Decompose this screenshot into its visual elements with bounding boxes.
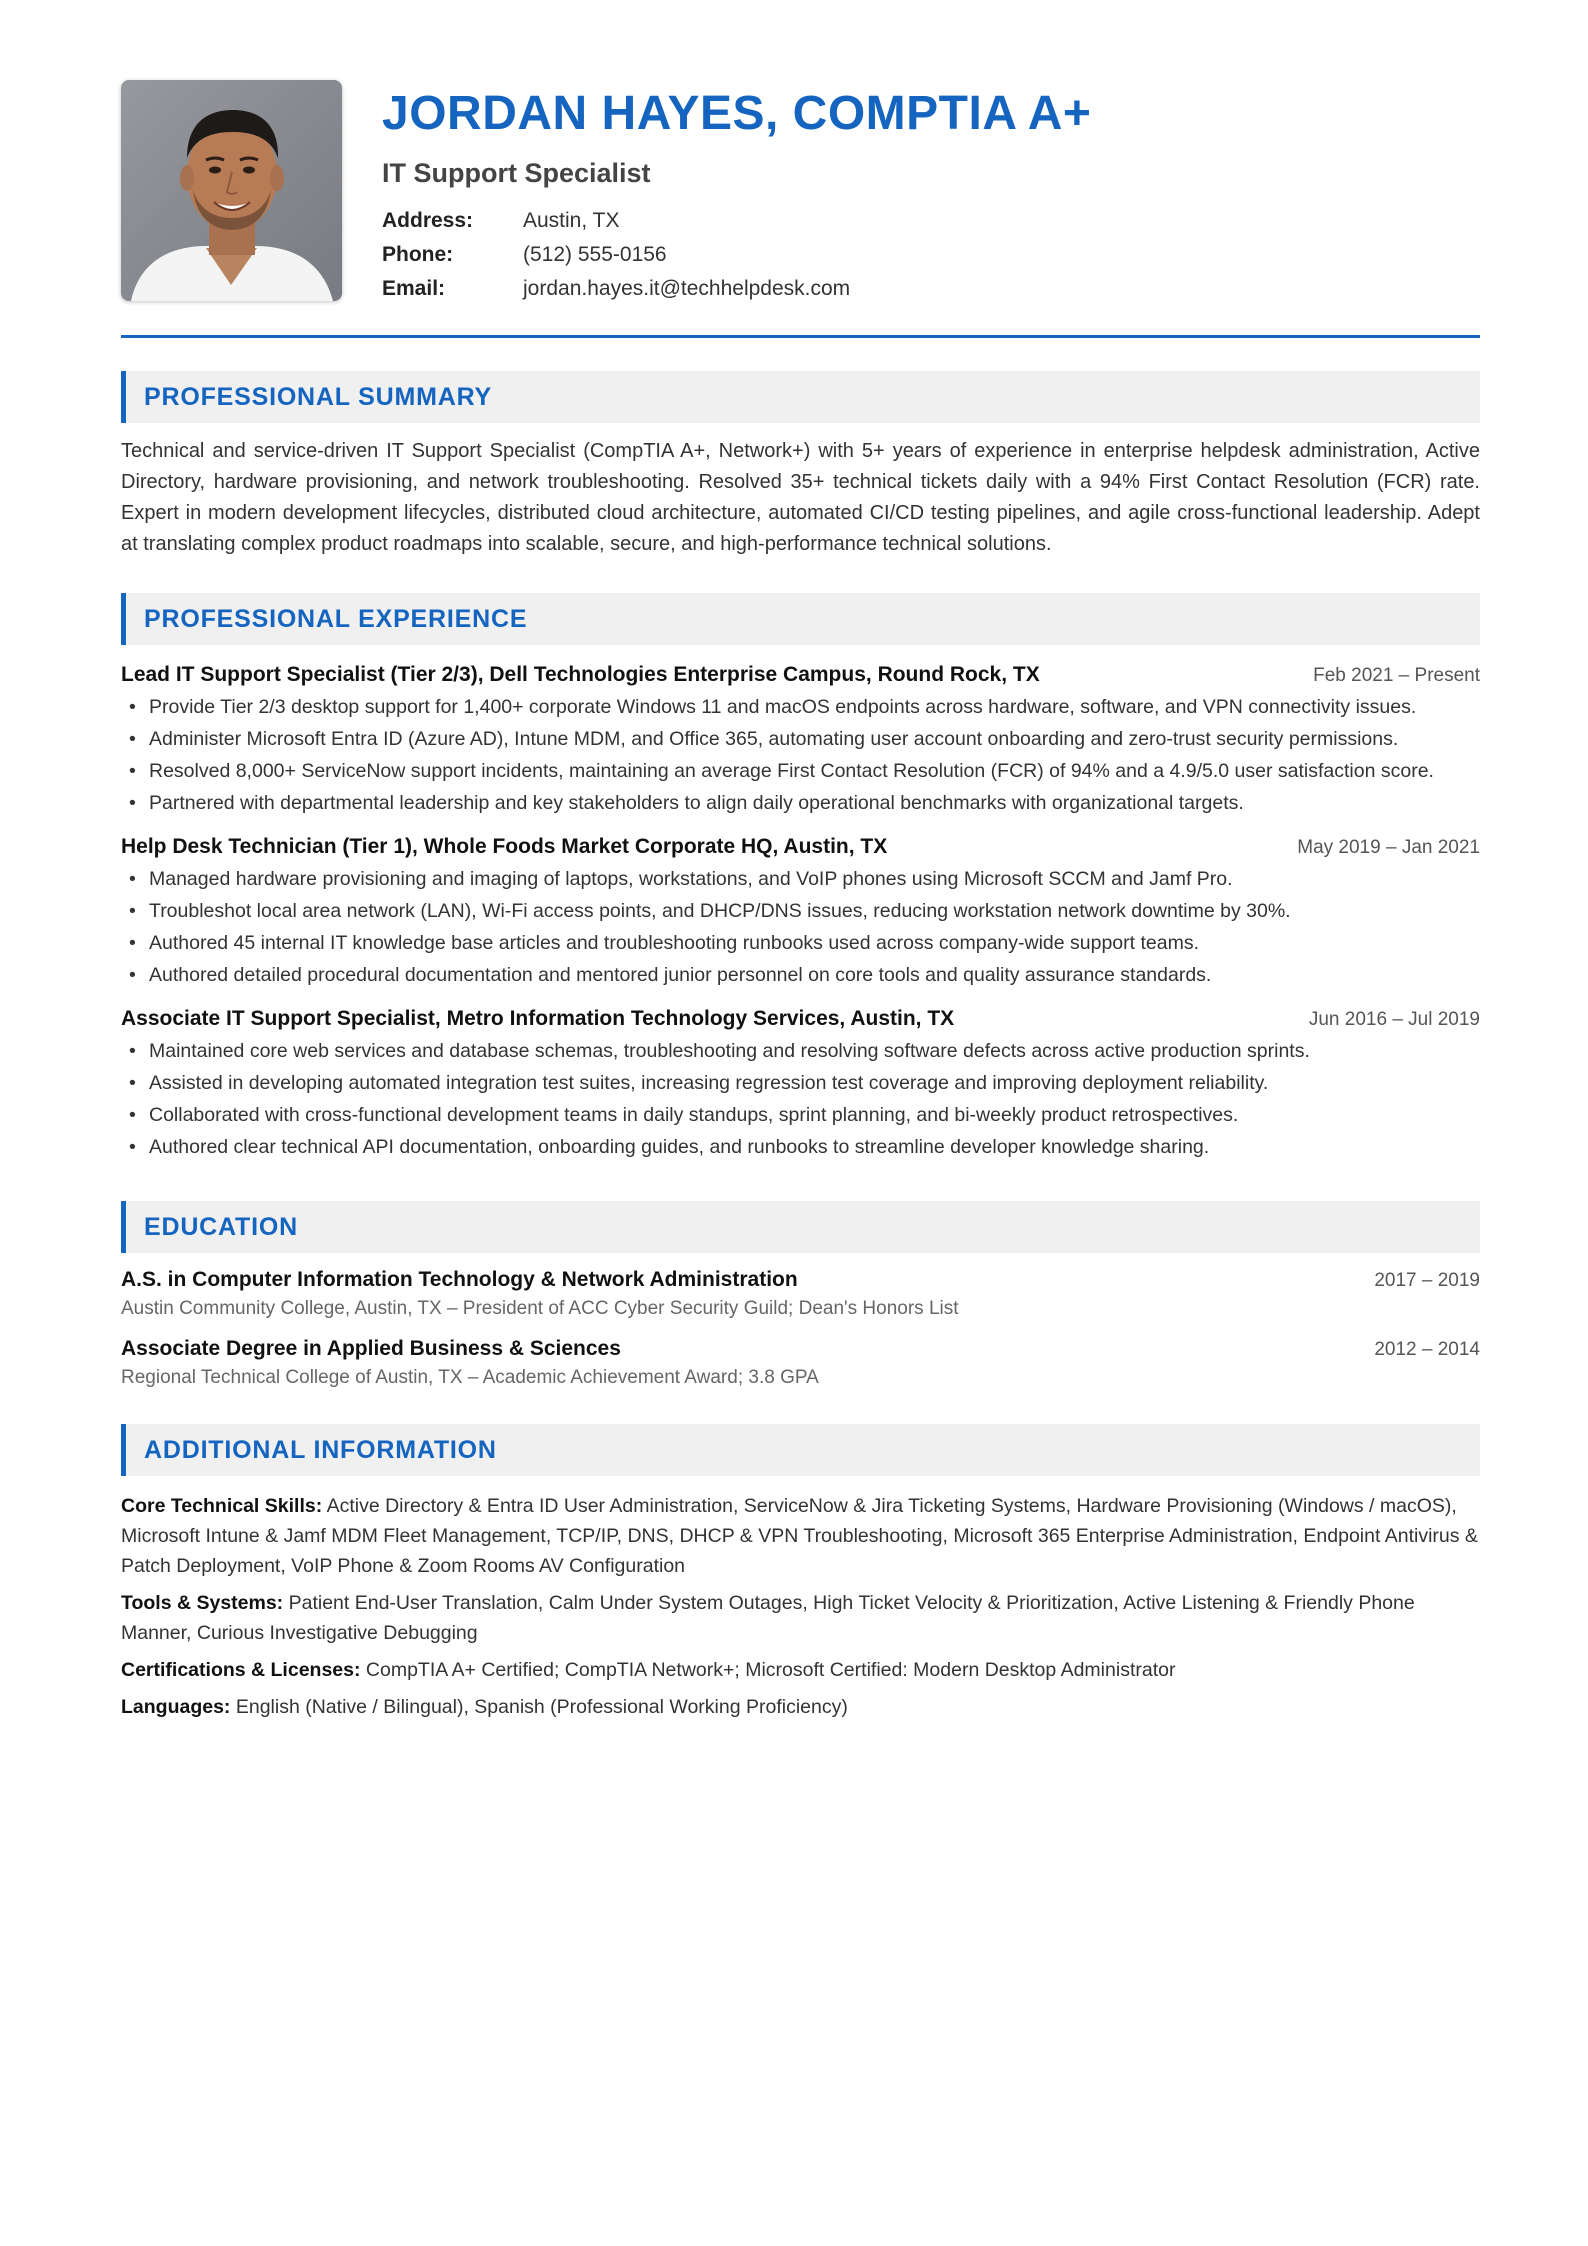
candidate-name: JORDAN HAYES, COMPTIA A+ [382, 87, 1092, 140]
job-dates: Jun 2016 – Jul 2019 [1308, 1009, 1480, 1030]
bullet-item: • Troubleshot local area network (LAN), Wi-Fi access points, and DHCP/DNS issues, reducing workstation network downtime by 30%. [121, 897, 1480, 925]
email-link[interactable]: jordan.hayes.it@techhelpdesk.com [523, 277, 851, 300]
bullet-item: • Authored detailed procedural documentation and mentored junior personnel on core tools and quality assurance standards. [121, 961, 1480, 989]
education-dates: 2017 – 2019 [1374, 1270, 1480, 1291]
contact-label: Email: [382, 277, 446, 300]
bullet-item: • Authored 45 internal IT knowledge base articles and troubleshooting runbooks used across company-wide support teams. [121, 929, 1480, 957]
job-entry [121, 832, 1480, 989]
contact-address [382, 204, 1091, 238]
contact-email [382, 272, 1091, 306]
info-text: Active Directory & Entra ID User Administration, ServiceNow & Jira Ticketing Systems, Hardware Provisioning (Windows / macOS), Microsoft Intune & Jamf MDM Fleet Management, TCP/IP, DNS, DHCP & VPN Troubleshooting, Microsoft 365 Enterprise Administration, Endpoint Antivirus & Patch Deployment, VoIP Phone & Zoom Rooms AV Configuration [121, 1495, 1478, 1577]
bullet-item: • Administer Microsoft Entra ID (Azure AD), Intune MDM, and Office 365, automating user account onboarding and zero-trust security permissions. [121, 725, 1480, 753]
header-info [382, 80, 1091, 306]
contact-label: Address: [382, 209, 474, 232]
section-heading-summary [121, 371, 1480, 423]
job-title: Associate IT Support Specialist, Metro Information Technology Services, Austin, TX [121, 1007, 955, 1030]
job-entry [121, 1004, 1480, 1161]
education-entry [121, 1334, 1480, 1391]
bullet-item: • Assisted in developing automated integration test suites, increasing regression test coverage and improving deployment reliability. [121, 1069, 1480, 1097]
info-text: CompTIA A+ Certified; CompTIA Network+; Microsoft Certified: Modern Desktop Administrator [365, 1659, 1176, 1681]
info-item-certifications [121, 1655, 1480, 1685]
resume-header [121, 80, 1480, 302]
education-detail: Regional Technical College of Austin, TX – Academic Achievement Award; 3.8 GPA [121, 1367, 819, 1388]
profile-photo [121, 80, 342, 301]
section-title: PROFESSIONAL SUMMARY [144, 382, 492, 411]
section-title: PROFESSIONAL EXPERIENCE [144, 604, 528, 633]
bullet-item: • Maintained core web services and database schemas, troubleshooting and resolving software defects across active production sprints. [121, 1037, 1480, 1065]
bullet-item: • Provide Tier 2/3 desktop support for 1,400+ corporate Windows 11 and macOS endpoints across hardware, software, and VPN connectivity issues. [121, 693, 1480, 721]
contact-phone [382, 238, 1091, 272]
job-header [121, 660, 1480, 691]
education-header [121, 1334, 1480, 1365]
bullet-item: • Authored clear technical API documentation, onboarding guides, and runbooks to streamline developer knowledge sharing. [121, 1133, 1480, 1161]
job-title: Help Desk Technician (Tier 1), Whole Foods Market Corporate HQ, Austin, TX [121, 835, 888, 858]
bullet-item: • Resolved 8,000+ ServiceNow support incidents, maintaining an average First Contact Resolution (FCR) of 94% and a 4.9/5.0 user satisfaction score. [121, 757, 1480, 785]
degree-title: Associate Degree in Applied Business & Sciences [121, 1337, 621, 1360]
section-heading-education [121, 1201, 1480, 1253]
education-header [121, 1265, 1480, 1296]
education-detail: Austin Community College, Austin, TX – President of ACC Cyber Security Guild; Dean's Honors List [121, 1298, 959, 1319]
job-dates: Feb 2021 – Present [1313, 665, 1480, 686]
degree-title: A.S. in Computer Information Technology & Network Administration [121, 1268, 798, 1291]
job-bullets [121, 1037, 1480, 1161]
summary-text: Technical and service-driven IT Support Specialist (CompTIA A+, Network+) with 5+ years of experience in enterprise helpdesk administration, Active Directory, hardware provisioning, and network troubleshooting. Resolved 35+ technical tickets daily with a 94% First Contact Resolution (FCR) rate. Expert in modern development lifecycles, distributed cloud architecture, automated CI/CD testing pipelines, and agile cross-functional leadership. Adept at translating complex product roadmaps into scalable, secure, and high-performance technical solutions. [121, 440, 1480, 555]
bullet-item: • Collaborated with cross-functional development teams in daily standups, sprint planning, and bi-weekly product retrospectives. [121, 1101, 1480, 1129]
section-title: ADDITIONAL INFORMATION [144, 1435, 497, 1464]
contact-list [382, 204, 1091, 306]
bullet-item: • Partnered with departmental leadership and key stakeholders to align daily operational benchmarks with organizational targets. [121, 789, 1480, 817]
job-header [121, 1004, 1480, 1035]
section-title: EDUCATION [144, 1212, 298, 1241]
contact-label: Phone: [382, 243, 454, 266]
job-bullets [121, 693, 1480, 817]
candidate-title: IT Support Specialist [382, 158, 651, 188]
job-dates: May 2019 – Jan 2021 [1297, 837, 1480, 858]
info-text: Patient End-User Translation, Calm Under System Outages, High Ticket Velocity & Prioritization, Active Listening & Friendly Phone Manner, Curious Investigative Debugging [121, 1592, 1415, 1644]
contact-value: Austin, TX [523, 209, 620, 232]
info-label: Tools & Systems: [121, 1592, 284, 1614]
job-entry [121, 660, 1480, 817]
contact-value: (512) 555-0156 [523, 243, 667, 266]
section-heading-additional [121, 1424, 1480, 1476]
education-entry [121, 1265, 1480, 1322]
job-bullets [121, 865, 1480, 989]
additional-info-list [121, 1491, 1480, 1722]
bullet-item: • Managed hardware provisioning and imaging of laptops, workstations, and VoIP phones using Microsoft SCCM and Jamf Pro. [121, 865, 1480, 893]
info-text: English (Native / Bilingual), Spanish (Professional Working Proficiency) [235, 1696, 848, 1718]
education-dates: 2012 – 2014 [1374, 1339, 1480, 1360]
info-label: Certifications & Licenses: [121, 1659, 361, 1681]
header-divider [121, 335, 1480, 338]
info-item-tools [121, 1588, 1480, 1648]
info-item-skills [121, 1491, 1480, 1581]
job-title: Lead IT Support Specialist (Tier 2/3), Dell Technologies Enterprise Campus, Round Rock, TX [121, 663, 1040, 686]
info-label: Core Technical Skills: [121, 1495, 323, 1517]
info-item-languages [121, 1692, 1480, 1722]
info-label: Languages: [121, 1696, 231, 1718]
job-header [121, 832, 1480, 863]
section-heading-experience [121, 593, 1480, 645]
